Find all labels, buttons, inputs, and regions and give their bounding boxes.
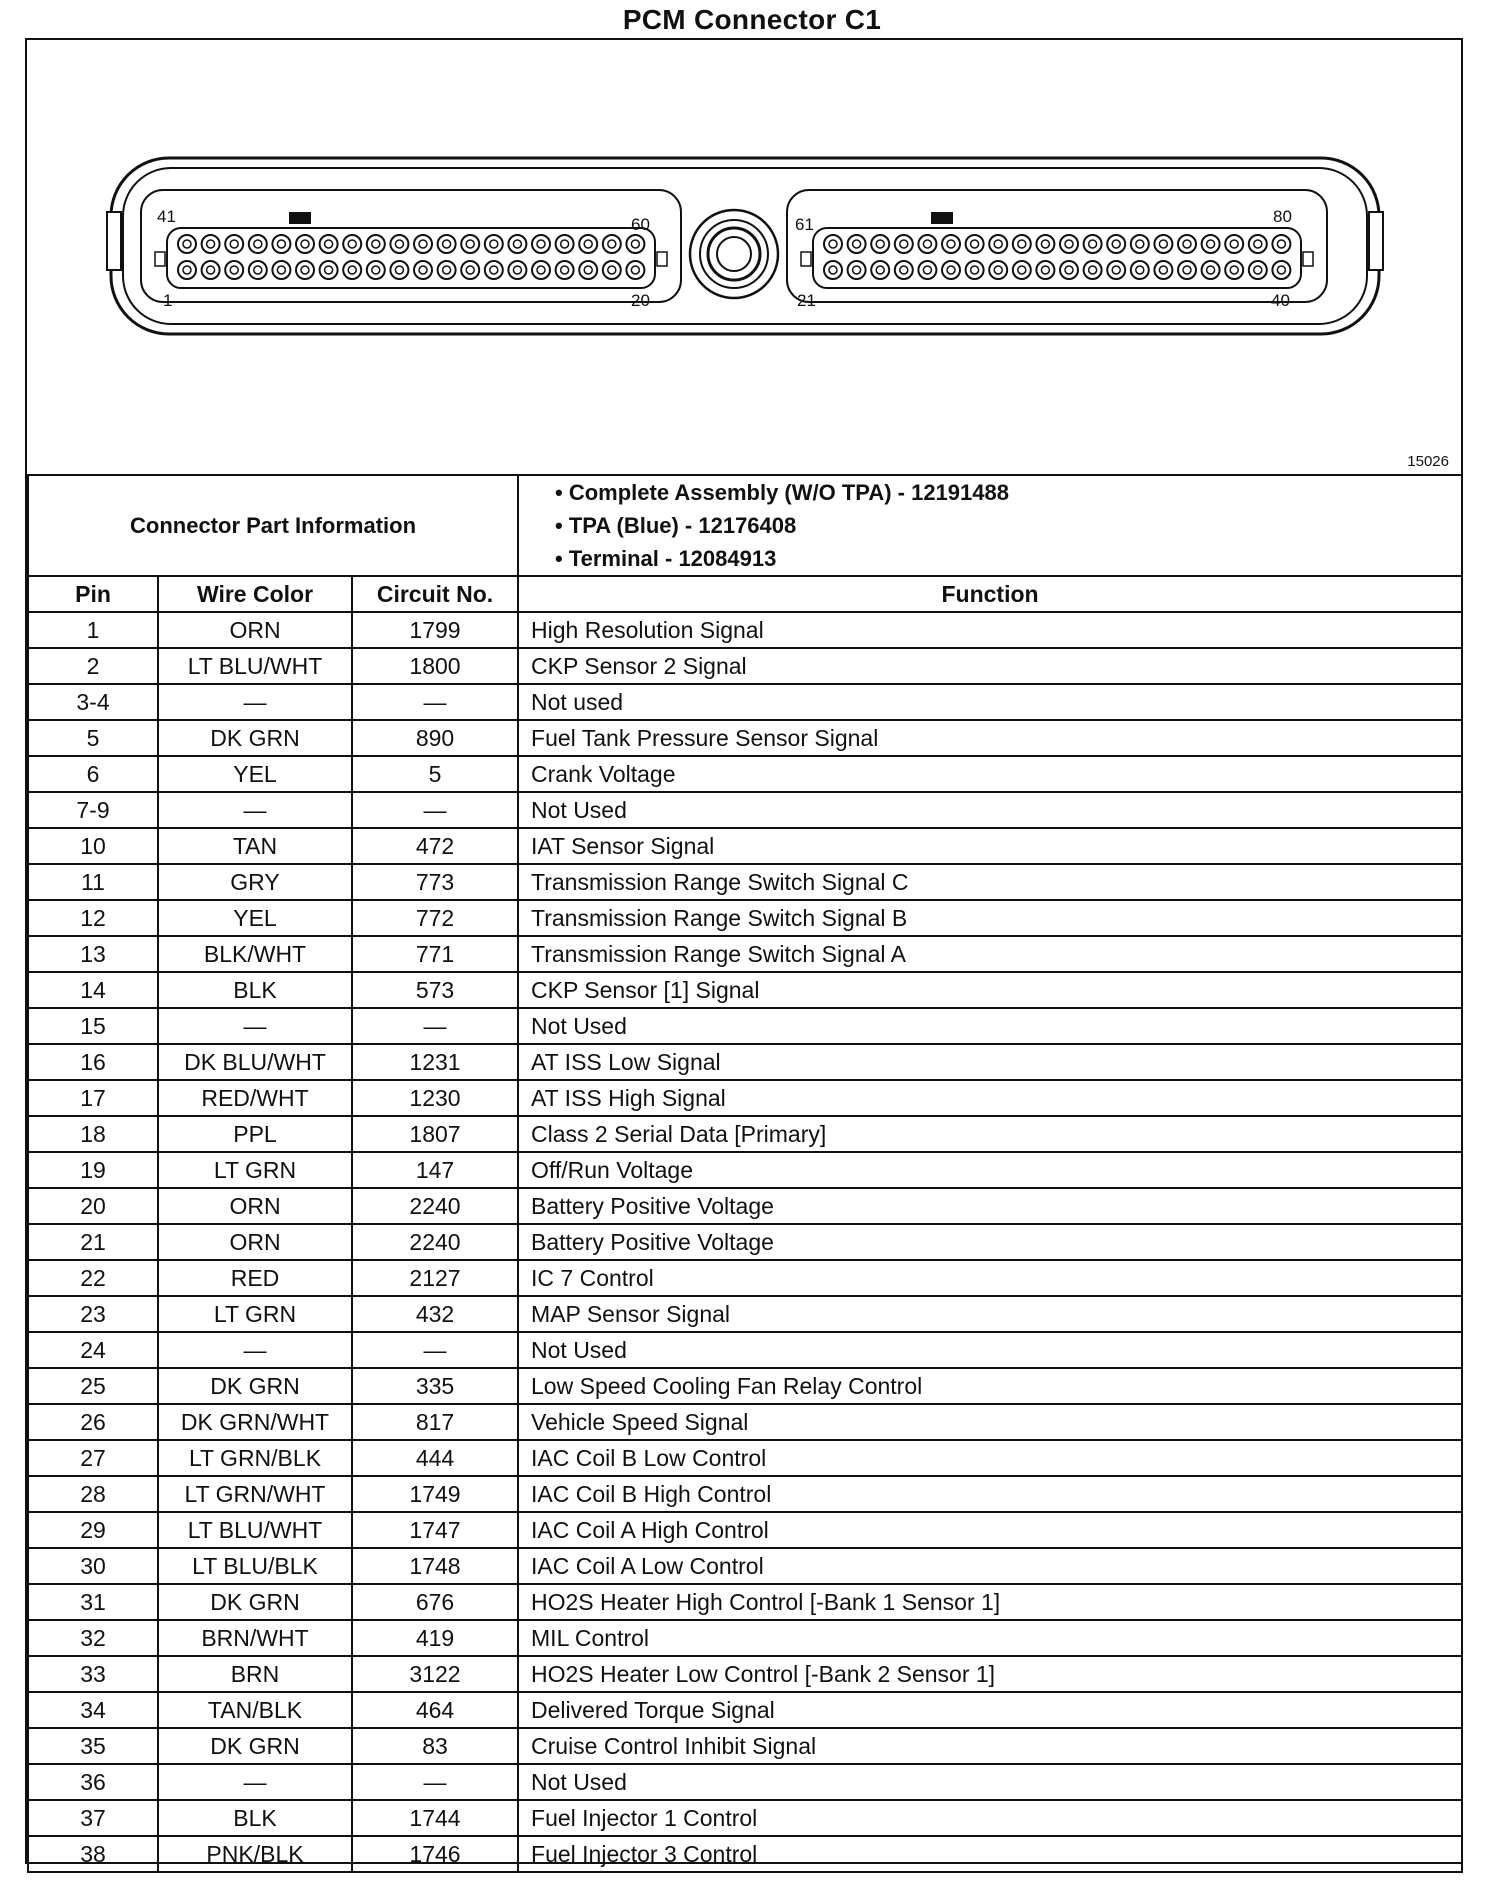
cell-circuit-no: 472 [352, 828, 518, 864]
pin-cavity [249, 235, 267, 253]
table-row [28, 1620, 1462, 1656]
col-header-pin: Pin [28, 576, 158, 612]
cell-pin: 20 [28, 1188, 158, 1224]
table-row [28, 1728, 1462, 1764]
table-row [28, 1800, 1462, 1836]
cell-function: Transmission Range Switch Signal C [518, 864, 1462, 900]
cell-pin: 22 [28, 1260, 158, 1296]
cell-pin: 16 [28, 1044, 158, 1080]
pin-cavity [225, 235, 243, 253]
cell-wire-color: YEL [158, 756, 352, 792]
pin-cavity [508, 261, 526, 279]
cell-circuit-no: 1231 [352, 1044, 518, 1080]
cell-wire-color: LT GRN/BLK [158, 1440, 352, 1476]
cell-wire-color: DK GRN [158, 720, 352, 756]
table-row [28, 1008, 1462, 1044]
cell-circuit-no: 1746 [352, 1836, 518, 1872]
table-row [28, 1548, 1462, 1584]
cell-circuit-no: 676 [352, 1584, 518, 1620]
pin-cavity [556, 261, 574, 279]
pin-cavity [438, 235, 456, 253]
cell-pin: 5 [28, 720, 158, 756]
cell-circuit-no: 1748 [352, 1548, 518, 1584]
left-key-tab [289, 212, 311, 224]
cell-wire-color: LT BLU/WHT [158, 1512, 352, 1548]
cell-pin: 37 [28, 1800, 158, 1836]
part-info-list [518, 475, 1462, 576]
cell-pin: 17 [28, 1080, 158, 1116]
pin-cavity [1107, 261, 1125, 279]
cell-circuit-no: 1807 [352, 1116, 518, 1152]
cell-pin: 19 [28, 1152, 158, 1188]
pin-cavity [414, 261, 432, 279]
pin-label-40: 40 [1271, 291, 1290, 310]
pin-label-60: 60 [631, 215, 650, 234]
cell-function: Transmission Range Switch Signal A [518, 936, 1462, 972]
col-header-function: Function [518, 576, 1462, 612]
cell-wire-color: PPL [158, 1116, 352, 1152]
pin-cavity [438, 261, 456, 279]
pin-cavity [272, 261, 290, 279]
table-row [28, 792, 1462, 828]
pin-cavity [824, 261, 842, 279]
pin-label-80: 80 [1273, 207, 1292, 226]
cell-pin: 32 [28, 1620, 158, 1656]
pin-cavity [1084, 235, 1102, 253]
cell-function: Fuel Injector 1 Control [518, 1800, 1462, 1836]
cell-pin: 13 [28, 936, 158, 972]
pin-cavity [603, 235, 621, 253]
cell-function: Not used [518, 684, 1462, 720]
pin-cavity [918, 261, 936, 279]
cell-function: AT ISS High Signal [518, 1080, 1462, 1116]
cell-circuit-no: 2240 [352, 1224, 518, 1260]
cell-circuit-no: 890 [352, 720, 518, 756]
pin-cavity [202, 235, 220, 253]
cell-function: Not Used [518, 1332, 1462, 1368]
cell-pin: 29 [28, 1512, 158, 1548]
page-title: PCM Connector C1 [622, 4, 882, 35]
cell-function: Battery Positive Voltage [518, 1224, 1462, 1260]
table-row [28, 1440, 1462, 1476]
left-latch [107, 212, 121, 270]
pin-cavity [1060, 261, 1078, 279]
table-row [28, 1476, 1462, 1512]
cell-circuit-no: 772 [352, 900, 518, 936]
pin-cavity [966, 261, 984, 279]
cell-wire-color: LT GRN/WHT [158, 1476, 352, 1512]
left-side-notch [155, 252, 165, 266]
pin-cavity [1131, 235, 1149, 253]
pin-cavity [1013, 261, 1031, 279]
cell-pin: 31 [28, 1584, 158, 1620]
figure-number: 15026 [1407, 453, 1449, 470]
pin-cavity [202, 261, 220, 279]
cell-function: Delivered Torque Signal [518, 1692, 1462, 1728]
cell-pin: 1 [28, 612, 158, 648]
cell-pin: 21 [28, 1224, 158, 1260]
table-row [28, 684, 1462, 720]
pin-cavity [390, 261, 408, 279]
cell-function: Battery Positive Voltage [518, 1188, 1462, 1224]
cell-circuit-no: 335 [352, 1368, 518, 1404]
cell-wire-color: BRN/WHT [158, 1620, 352, 1656]
cell-wire-color: — [158, 1764, 352, 1800]
table-row [28, 1584, 1462, 1620]
table-row [28, 972, 1462, 1008]
cell-circuit-no: 1747 [352, 1512, 518, 1548]
cell-circuit-no: — [352, 1764, 518, 1800]
cell-pin: 36 [28, 1764, 158, 1800]
cell-circuit-no: 444 [352, 1440, 518, 1476]
cell-pin: 24 [28, 1332, 158, 1368]
table-row [28, 1332, 1462, 1368]
pin-cavity [485, 261, 503, 279]
table-row [28, 1656, 1462, 1692]
cell-function: Vehicle Speed Signal [518, 1404, 1462, 1440]
cell-function: IAC Coil B High Control [518, 1476, 1462, 1512]
pin-cavity [1202, 261, 1220, 279]
cell-function: Class 2 Serial Data [Primary] [518, 1116, 1462, 1152]
pin-cavity [1272, 261, 1290, 279]
table-row [28, 900, 1462, 936]
part-info-row [28, 475, 1462, 576]
right-inner-notch [1303, 252, 1313, 266]
table-row [28, 1188, 1462, 1224]
pin-cavity [895, 261, 913, 279]
cell-circuit-no: 817 [352, 1404, 518, 1440]
cell-function: Off/Run Voltage [518, 1152, 1462, 1188]
cell-circuit-no: 771 [352, 936, 518, 972]
pin-cavity [1225, 235, 1243, 253]
pin-cavity [1249, 235, 1267, 253]
table-row [28, 1692, 1462, 1728]
cell-function: Not Used [518, 1764, 1462, 1800]
cell-function: MIL Control [518, 1620, 1462, 1656]
cell-circuit-no: — [352, 792, 518, 828]
pin-cavity [1013, 235, 1031, 253]
cell-function: Not Used [518, 792, 1462, 828]
center-bolt-core [717, 237, 751, 271]
cell-wire-color: GRY [158, 864, 352, 900]
pin-cavity [1107, 235, 1125, 253]
cell-wire-color: ORN [158, 1224, 352, 1260]
cell-pin: 30 [28, 1548, 158, 1584]
pin-cavity [966, 235, 984, 253]
cell-wire-color: DK GRN [158, 1584, 352, 1620]
table-row [28, 648, 1462, 684]
cell-function: IAC Coil A High Control [518, 1512, 1462, 1548]
table-row [28, 1152, 1462, 1188]
pin-cavity [1225, 261, 1243, 279]
cell-wire-color: LT BLU/WHT [158, 648, 352, 684]
cell-circuit-no: 2127 [352, 1260, 518, 1296]
table-row [28, 1224, 1462, 1260]
cell-pin: 11 [28, 864, 158, 900]
cell-pin: 27 [28, 1440, 158, 1476]
pin-cavity [249, 261, 267, 279]
cell-function: Low Speed Cooling Fan Relay Control [518, 1368, 1462, 1404]
table-row [28, 1080, 1462, 1116]
pin-cavity [1154, 235, 1172, 253]
pin-cavity [1249, 261, 1267, 279]
connector-sheet [25, 38, 1463, 1867]
cell-wire-color: — [158, 1008, 352, 1044]
pin-cavity [1154, 261, 1172, 279]
table-row [28, 864, 1462, 900]
cell-wire-color: DK BLU/WHT [158, 1044, 352, 1080]
cell-wire-color: RED [158, 1260, 352, 1296]
pin-cavity [320, 235, 338, 253]
pin-label-61: 61 [795, 215, 814, 234]
cell-pin: 10 [28, 828, 158, 864]
table-row [28, 1368, 1462, 1404]
cell-function: CKP Sensor [1] Signal [518, 972, 1462, 1008]
cell-wire-color: TAN/BLK [158, 1692, 352, 1728]
pin-cavity [1060, 235, 1078, 253]
pin-cavity [296, 261, 314, 279]
pin-label-21: 21 [797, 291, 816, 310]
pin-cavity [461, 261, 479, 279]
pin-cavity [942, 261, 960, 279]
cell-wire-color: LT GRN [158, 1152, 352, 1188]
cell-wire-color: YEL [158, 900, 352, 936]
cell-circuit-no: 432 [352, 1296, 518, 1332]
pin-cavity [272, 235, 290, 253]
pin-cavity [1036, 261, 1054, 279]
pin-cavity [1036, 235, 1054, 253]
pin-cavity [414, 235, 432, 253]
pin-cavity [824, 235, 842, 253]
pin-cavity [296, 235, 314, 253]
cell-pin: 28 [28, 1476, 158, 1512]
pin-cavity [989, 261, 1007, 279]
cell-wire-color: BRN [158, 1656, 352, 1692]
cell-pin: 26 [28, 1404, 158, 1440]
table-row [28, 828, 1462, 864]
cell-pin: 18 [28, 1116, 158, 1152]
cell-function: HO2S Heater High Control [-Bank 1 Sensor 1] [518, 1584, 1462, 1620]
part-info-item: • Terminal - 12084913 [555, 546, 777, 571]
col-header-wire-color: Wire Color [158, 576, 352, 612]
cell-circuit-no: 773 [352, 864, 518, 900]
cell-function: Crank Voltage [518, 756, 1462, 792]
table-row [28, 612, 1462, 648]
cell-circuit-no: 147 [352, 1152, 518, 1188]
cell-circuit-no: — [352, 1008, 518, 1044]
pin-label-1: 1 [163, 291, 173, 310]
connector-diagram [27, 40, 1461, 476]
cell-circuit-no: 573 [352, 972, 518, 1008]
cell-wire-color: PNK/BLK [158, 1836, 352, 1872]
cell-function: IAT Sensor Signal [518, 828, 1462, 864]
cell-pin: 23 [28, 1296, 158, 1332]
table-row [28, 1512, 1462, 1548]
left-inner-notch [657, 252, 667, 266]
cell-pin: 7-9 [28, 792, 158, 828]
pin-cavity [871, 235, 889, 253]
cell-circuit-no: 419 [352, 1620, 518, 1656]
cell-wire-color: — [158, 792, 352, 828]
table-row [28, 1764, 1462, 1800]
cell-function: Fuel Tank Pressure Sensor Signal [518, 720, 1462, 756]
pin-cavity [508, 235, 526, 253]
cell-circuit-no: 3122 [352, 1656, 518, 1692]
pin-label-41: 41 [157, 207, 176, 226]
cell-wire-color: BLK [158, 1800, 352, 1836]
pin-cavity [461, 235, 479, 253]
cell-pin: 38 [28, 1836, 158, 1872]
pin-cavity [532, 235, 550, 253]
cell-wire-color: LT GRN [158, 1296, 352, 1332]
cell-pin: 2 [28, 648, 158, 684]
part-info-item: • Complete Assembly (W/O TPA) - 12191488 [555, 480, 1009, 505]
table-row [28, 756, 1462, 792]
pin-cavity [390, 235, 408, 253]
right-latch [1369, 212, 1383, 270]
cell-wire-color: LT BLU/BLK [158, 1548, 352, 1584]
pin-cavity [579, 261, 597, 279]
pin-cavity [1178, 261, 1196, 279]
cell-pin: 15 [28, 1008, 158, 1044]
pin-cavity [532, 261, 550, 279]
right-side-notch [801, 252, 811, 266]
pin-cavity [178, 261, 196, 279]
cell-circuit-no: 1749 [352, 1476, 518, 1512]
cell-pin: 35 [28, 1728, 158, 1764]
cell-function: CKP Sensor 2 Signal [518, 648, 1462, 684]
cell-function: AT ISS Low Signal [518, 1044, 1462, 1080]
cell-function: MAP Sensor Signal [518, 1296, 1462, 1332]
cell-function: HO2S Heater Low Control [-Bank 2 Sensor 1] [518, 1656, 1462, 1692]
cell-pin: 25 [28, 1368, 158, 1404]
pin-cavity [918, 235, 936, 253]
pin-cavity [603, 261, 621, 279]
table-row [28, 1044, 1462, 1080]
cell-function: IC 7 Control [518, 1260, 1462, 1296]
pin-cavity [626, 261, 644, 279]
cell-function: Cruise Control Inhibit Signal [518, 1728, 1462, 1764]
cell-circuit-no: — [352, 684, 518, 720]
col-header-circuit-no: Circuit No. [352, 576, 518, 612]
pin-table [27, 474, 1463, 1873]
cell-circuit-no: — [352, 1332, 518, 1368]
cell-function: Fuel Injector 3 Control [518, 1836, 1462, 1872]
cell-pin: 3-4 [28, 684, 158, 720]
cell-wire-color: BLK/WHT [158, 936, 352, 972]
cell-circuit-no: 1799 [352, 612, 518, 648]
table-row [28, 720, 1462, 756]
table-header-row [28, 576, 1462, 612]
pin-cavity [343, 235, 361, 253]
connector-illustration [27, 40, 1461, 474]
cell-pin: 6 [28, 756, 158, 792]
cell-circuit-no: 1800 [352, 648, 518, 684]
cell-wire-color: ORN [158, 1188, 352, 1224]
pin-cavity [626, 235, 644, 253]
cell-circuit-no: 2240 [352, 1188, 518, 1224]
pin-cavity [942, 235, 960, 253]
pin-cavity [367, 261, 385, 279]
cell-function: IAC Coil A Low Control [518, 1548, 1462, 1584]
pin-cavity [178, 235, 196, 253]
table-row [28, 1836, 1462, 1872]
cell-wire-color: DK GRN/WHT [158, 1404, 352, 1440]
pin-cavity [556, 235, 574, 253]
pin-cavity [895, 235, 913, 253]
table-row [28, 1116, 1462, 1152]
pin-cavity [871, 261, 889, 279]
table-row [28, 1260, 1462, 1296]
pin-cavity [225, 261, 243, 279]
part-info-item: • TPA (Blue) - 12176408 [555, 513, 797, 538]
cell-pin: 34 [28, 1692, 158, 1728]
table-row [28, 1296, 1462, 1332]
pin-cavity [1131, 261, 1149, 279]
table-row [28, 1404, 1462, 1440]
cell-wire-color: — [158, 1332, 352, 1368]
pin-cavity [579, 235, 597, 253]
pin-cavity [1272, 235, 1290, 253]
pin-cavity [848, 261, 866, 279]
pin-cavity [485, 235, 503, 253]
cell-wire-color: DK GRN [158, 1728, 352, 1764]
pin-cavity [1178, 235, 1196, 253]
cell-circuit-no: 5 [352, 756, 518, 792]
pin-cavity [367, 235, 385, 253]
pin-label-20: 20 [631, 291, 650, 310]
pin-cavity [343, 261, 361, 279]
cell-function: Transmission Range Switch Signal B [518, 900, 1462, 936]
cell-wire-color: RED/WHT [158, 1080, 352, 1116]
table-row [28, 936, 1462, 972]
cell-pin: 33 [28, 1656, 158, 1692]
cell-function: IAC Coil B Low Control [518, 1440, 1462, 1476]
cell-function: High Resolution Signal [518, 612, 1462, 648]
pin-cavity [989, 235, 1007, 253]
cell-wire-color: DK GRN [158, 1368, 352, 1404]
cell-wire-color: TAN [158, 828, 352, 864]
cell-wire-color: BLK [158, 972, 352, 1008]
pin-cavity [1084, 261, 1102, 279]
pin-cavity [320, 261, 338, 279]
cell-circuit-no: 83 [352, 1728, 518, 1764]
right-key-tab [931, 212, 953, 224]
cell-pin: 14 [28, 972, 158, 1008]
cell-circuit-no: 1744 [352, 1800, 518, 1836]
cell-circuit-no: 1230 [352, 1080, 518, 1116]
cell-wire-color: — [158, 684, 352, 720]
pin-cavity [1202, 235, 1220, 253]
cell-function: Not Used [518, 1008, 1462, 1044]
cell-pin: 12 [28, 900, 158, 936]
cell-wire-color: ORN [158, 612, 352, 648]
cell-circuit-no: 464 [352, 1692, 518, 1728]
part-info-label: Connector Part Information [28, 475, 518, 576]
pin-cavity [848, 235, 866, 253]
